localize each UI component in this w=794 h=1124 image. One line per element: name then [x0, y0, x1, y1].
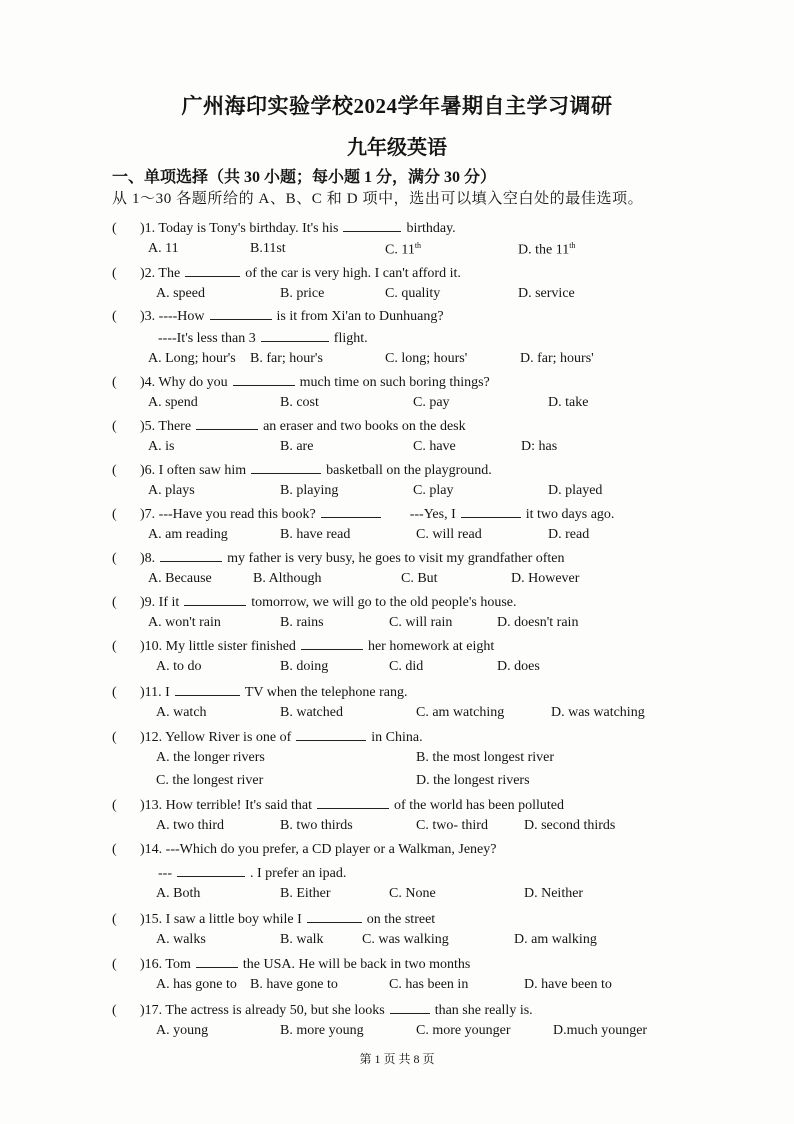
- stem-text: . I prefer an ipad.: [250, 866, 347, 881]
- option-b[interactable]: [280, 483, 338, 499]
- option-b[interactable]: [253, 571, 321, 587]
- option-text: B. cost: [280, 395, 319, 410]
- option-c[interactable]: [416, 527, 482, 543]
- answer-paren[interactable]: (: [112, 685, 117, 700]
- option-text: A. am reading: [148, 527, 228, 542]
- option-text: B. are: [280, 439, 314, 454]
- option-text: B. rains: [280, 615, 324, 630]
- option-a[interactable]: [156, 1023, 208, 1039]
- option-c[interactable]: [389, 886, 436, 902]
- option-text: B. more young: [280, 1023, 364, 1038]
- stem-text: of the car is very high. I can't afford it.: [245, 266, 461, 281]
- option-b[interactable]: [280, 659, 328, 675]
- stem-text: )13. How terrible! It's said that: [140, 798, 313, 813]
- option-d[interactable]: [553, 1023, 647, 1039]
- stem-text: basketball on the playground.: [326, 463, 492, 478]
- option-text: A. walks: [156, 932, 206, 947]
- answer-paren[interactable]: (: [112, 842, 117, 857]
- page-footer: 第 1 页 共 8 页: [359, 1052, 435, 1066]
- stem-text: )17. The actress is already 50, but she looks: [140, 1003, 385, 1018]
- option-d[interactable]: [497, 615, 578, 631]
- option-text: B. walk: [280, 932, 324, 947]
- answer-paren[interactable]: (: [112, 957, 117, 972]
- option-b[interactable]: [416, 750, 554, 766]
- option-text: C. has been in: [389, 977, 469, 992]
- stem-text: of the world has been polluted: [394, 798, 564, 813]
- option-text: C. more younger: [416, 1023, 511, 1038]
- option-text: D.much younger: [553, 1023, 648, 1038]
- option-text: A. Long; hour's: [148, 351, 236, 366]
- option-b[interactable]: [280, 439, 313, 455]
- question-stem: [112, 683, 672, 701]
- stem-text: on the street: [366, 912, 436, 927]
- answer-paren[interactable]: (: [112, 551, 117, 566]
- answer-blank[interactable]: [461, 505, 521, 518]
- stem-text: )9. If it: [140, 595, 180, 610]
- stem-text: )15. I saw a little boy while I: [140, 912, 302, 927]
- section-instruction: 从 1～30 各题所给的 A、B、C 和 D 项中，选出可以填入空白处的最佳选项。: [112, 191, 644, 207]
- stem-text: )16. Tom: [140, 957, 191, 972]
- option-a[interactable]: [148, 439, 174, 455]
- option-b[interactable]: [280, 818, 353, 834]
- option-a[interactable]: [148, 527, 228, 543]
- option-text: A. the longer rivers: [156, 750, 265, 765]
- stem-reply: ---Yes, I: [409, 507, 456, 522]
- question-stem: [112, 505, 672, 523]
- question-stem: [112, 1001, 672, 1019]
- option-d[interactable]: [416, 773, 530, 789]
- option-b[interactable]: [250, 241, 286, 257]
- answer-paren[interactable]: (: [112, 507, 117, 522]
- stem-text: )8.: [140, 551, 156, 566]
- option-b[interactable]: [280, 932, 324, 948]
- stem-text: her homework at eight: [367, 639, 495, 654]
- answer-paren[interactable]: (: [112, 221, 117, 236]
- option-text: A. speed: [156, 286, 205, 301]
- option-d[interactable]: [524, 977, 612, 993]
- option-c[interactable]: [401, 571, 438, 587]
- option-c[interactable]: [385, 351, 467, 367]
- option-text: D. played: [548, 483, 603, 498]
- option-a[interactable]: [148, 615, 221, 631]
- question-stem: [112, 461, 672, 479]
- stem-text: tomorrow, we will go to the old people's house.: [251, 595, 517, 610]
- option-text: C. will rain: [389, 615, 453, 630]
- option-d[interactable]: [521, 439, 557, 455]
- option-a[interactable]: [156, 886, 200, 902]
- stem-text: )7. ---Have you read this book?: [140, 507, 316, 522]
- option-c[interactable]: [413, 483, 453, 499]
- option-b[interactable]: [280, 1023, 364, 1039]
- option-text: C. play: [413, 483, 454, 498]
- stem-text: )1. Today is Tony's birthday. It's his: [140, 221, 339, 236]
- option-b[interactable]: [280, 395, 319, 411]
- option-text: D. Neither: [524, 886, 584, 901]
- option-text: D. the longest rivers: [416, 773, 530, 788]
- stem-text: ---: [158, 866, 172, 881]
- option-text: A. 11: [148, 241, 179, 256]
- option-text: A. Because: [148, 571, 212, 586]
- option-text: A. won't rain: [148, 615, 221, 630]
- option-text: C. But: [401, 571, 438, 586]
- section-heading: 一、单项选择（共 30 小题；每小题 1 分，满分 30 分）: [112, 169, 497, 186]
- answer-blank[interactable]: [317, 796, 389, 809]
- answer-blank[interactable]: [296, 728, 366, 741]
- option-c[interactable]: [413, 439, 456, 455]
- option-text: B. playing: [280, 483, 339, 498]
- answer-paren[interactable]: (: [112, 639, 117, 654]
- stem-text: birthday.: [406, 221, 456, 236]
- answer-blank[interactable]: [177, 864, 245, 877]
- option-text: C. pay: [413, 395, 450, 410]
- stem-second-line: [158, 864, 346, 882]
- option-a[interactable]: [148, 483, 195, 499]
- option-text: D. However: [511, 571, 580, 586]
- option-text: B. watched: [280, 705, 343, 720]
- option-c[interactable]: [385, 241, 421, 259]
- option-d[interactable]: [497, 659, 540, 675]
- stem-text: is it from Xi'an to Dunhuang?: [276, 309, 444, 324]
- answer-blank[interactable]: [390, 1001, 430, 1014]
- answer-blank[interactable]: [321, 505, 381, 518]
- option-c[interactable]: [416, 818, 488, 834]
- option-text: A. two third: [156, 818, 225, 833]
- answer-paren[interactable]: (: [112, 419, 117, 434]
- option-text: C. the longest river: [156, 773, 264, 788]
- option-b[interactable]: [280, 527, 350, 543]
- question-stem: [112, 373, 672, 391]
- answer-paren[interactable]: (: [112, 730, 117, 745]
- question-stem: [112, 796, 672, 814]
- answer-blank[interactable]: [196, 417, 258, 430]
- answer-blank[interactable]: [343, 219, 401, 232]
- option-c[interactable]: [416, 705, 504, 721]
- answer-blank[interactable]: [196, 955, 238, 968]
- option-text: A. watch: [156, 705, 207, 720]
- option-text: D. does: [497, 659, 540, 674]
- stem-text: )4. Why do you: [140, 375, 228, 390]
- answer-blank[interactable]: [233, 373, 295, 386]
- option-text: C. None: [389, 886, 436, 901]
- option-c[interactable]: [156, 773, 263, 789]
- stem-text: )5. There: [140, 419, 192, 434]
- option-text: B. the most longest river: [416, 750, 555, 765]
- option-text: C. will read: [416, 527, 482, 542]
- option-b[interactable]: [280, 615, 324, 631]
- option-text: D. am walking: [514, 932, 597, 947]
- stem-text: )6. I often saw him: [140, 463, 247, 478]
- option-text: B. Although: [253, 571, 322, 586]
- option-text: C. 11: [385, 242, 415, 258]
- option-text: B. Either: [280, 886, 331, 901]
- option-a[interactable]: [156, 705, 207, 721]
- option-text: D: has: [521, 439, 558, 454]
- option-d[interactable]: [548, 527, 589, 543]
- question-stem: [112, 264, 672, 282]
- option-a[interactable]: [156, 750, 265, 766]
- option-text: D. have been to: [524, 977, 612, 992]
- option-text: D. doesn't rain: [497, 615, 579, 630]
- question-stem: [112, 955, 672, 973]
- option-text: D. far; hours': [520, 351, 594, 366]
- option-a[interactable]: [148, 241, 179, 257]
- stem-text: ----It's less than 3: [158, 331, 256, 346]
- option-text: A. spend: [148, 395, 198, 410]
- question-stem: [112, 549, 672, 567]
- option-d[interactable]: [518, 286, 575, 302]
- stem-text: )2. The: [140, 266, 181, 281]
- stem-text: in China.: [371, 730, 423, 745]
- stem-second-line: [158, 329, 368, 347]
- option-c[interactable]: [389, 615, 452, 631]
- ordinal-suffix: th: [569, 241, 576, 250]
- option-text: A. young: [156, 1023, 209, 1038]
- answer-blank[interactable]: [184, 593, 246, 606]
- option-d[interactable]: [524, 886, 583, 902]
- option-a[interactable]: [148, 351, 236, 367]
- exam-subtitle: 九年级英语: [347, 137, 447, 159]
- option-d[interactable]: [514, 932, 597, 948]
- option-text: B. price: [280, 286, 325, 301]
- stem-text: much time on such boring things?: [299, 375, 490, 390]
- option-text: C. did: [389, 659, 424, 674]
- option-text: B. two thirds: [280, 818, 353, 833]
- question-stem: [112, 307, 672, 325]
- option-b[interactable]: [280, 886, 331, 902]
- option-c[interactable]: [389, 659, 423, 675]
- answer-paren[interactable]: (: [112, 375, 117, 390]
- option-a[interactable]: [148, 395, 198, 411]
- answer-blank[interactable]: [185, 264, 240, 277]
- answer-paren[interactable]: (: [112, 463, 117, 478]
- answer-paren[interactable]: (: [112, 266, 117, 281]
- stem-text: )12. Yellow River is one of: [140, 730, 292, 745]
- option-a[interactable]: [156, 932, 206, 948]
- option-text: A. is: [148, 439, 175, 454]
- option-text: D. take: [548, 395, 589, 410]
- stem-text: )3. ----How: [140, 309, 205, 324]
- answer-blank[interactable]: [160, 549, 222, 562]
- stem-text: it two days ago.: [525, 507, 615, 522]
- answer-paren[interactable]: (: [112, 309, 117, 324]
- option-text: B. have read: [280, 527, 351, 542]
- option-text: B. doing: [280, 659, 329, 674]
- answer-blank[interactable]: [261, 329, 329, 342]
- option-d[interactable]: [551, 705, 645, 721]
- question-stem: [112, 842, 672, 858]
- option-text: A. has gone to: [156, 977, 237, 992]
- question-stem: [112, 728, 672, 746]
- option-c[interactable]: [362, 932, 449, 948]
- stem-text: flight.: [333, 331, 368, 346]
- option-c[interactable]: [385, 286, 440, 302]
- answer-paren[interactable]: (: [112, 798, 117, 813]
- option-text: A. Both: [156, 886, 201, 901]
- option-d[interactable]: [518, 241, 575, 259]
- option-text: D. read: [548, 527, 590, 542]
- stem-text: )14. ---Which do you prefer, a CD player or a Walkman, Jeney?: [140, 842, 497, 857]
- answer-paren[interactable]: (: [112, 912, 117, 927]
- question-stem: [112, 910, 672, 928]
- stem-text: )11. I: [140, 685, 170, 700]
- option-text: C. was walking: [362, 932, 449, 947]
- option-d[interactable]: [524, 818, 615, 834]
- answer-blank[interactable]: [210, 307, 272, 320]
- option-d[interactable]: [520, 351, 594, 367]
- option-text: B. far; hour's: [250, 351, 323, 366]
- stem-text: an eraser and two books on the desk: [263, 419, 466, 434]
- option-b[interactable]: [280, 286, 324, 302]
- option-a[interactable]: [156, 977, 237, 993]
- answer-blank[interactable]: [301, 637, 363, 650]
- option-d[interactable]: [548, 395, 588, 411]
- option-text: D. was watching: [551, 705, 645, 720]
- answer-blank[interactable]: [307, 910, 362, 923]
- answer-paren[interactable]: (: [112, 595, 117, 610]
- option-c[interactable]: [416, 1023, 510, 1039]
- stem-text: )10. My little sister finished: [140, 639, 296, 654]
- option-text: A. to do: [156, 659, 202, 674]
- option-text: B. have gone to: [250, 977, 338, 992]
- option-a[interactable]: [156, 286, 205, 302]
- option-text: C. have: [413, 439, 456, 454]
- option-text: D. service: [518, 286, 575, 301]
- question-stem: [112, 417, 672, 435]
- option-a[interactable]: [156, 659, 202, 675]
- option-a[interactable]: [156, 818, 224, 834]
- option-d[interactable]: [548, 483, 602, 499]
- question-stem: [112, 219, 672, 237]
- option-b[interactable]: [280, 705, 343, 721]
- answer-blank[interactable]: [175, 683, 240, 696]
- stem-text: TV when the telephone rang.: [244, 685, 408, 700]
- option-text: A. plays: [148, 483, 195, 498]
- stem-text: my father is very busy, he goes to visit my grandfather often: [227, 551, 565, 566]
- option-d[interactable]: [511, 571, 579, 587]
- question-stem: [112, 637, 672, 655]
- exam-title: 广州海印实验学校2024学年暑期自主学习调研: [181, 94, 613, 118]
- question-stem: [112, 593, 672, 611]
- option-b[interactable]: [250, 977, 338, 993]
- ordinal-suffix: th: [414, 241, 422, 250]
- option-text: B.11st: [250, 241, 286, 256]
- answer-paren[interactable]: (: [112, 1003, 117, 1018]
- option-text: C. two- third: [416, 818, 488, 833]
- option-text: C. quality: [385, 286, 441, 301]
- option-a[interactable]: [148, 571, 212, 587]
- option-b[interactable]: [250, 351, 323, 367]
- option-text: D. second thirds: [524, 818, 616, 833]
- answer-blank[interactable]: [251, 461, 321, 474]
- option-c[interactable]: [389, 977, 468, 993]
- option-text: D. the 11: [518, 242, 570, 258]
- stem-text: the USA. He will be back in two months: [242, 957, 471, 972]
- option-text: C. long; hours': [385, 351, 468, 366]
- stem-text: than she really is.: [434, 1003, 533, 1018]
- option-text: C. am watching: [416, 705, 505, 720]
- option-c[interactable]: [413, 395, 450, 411]
